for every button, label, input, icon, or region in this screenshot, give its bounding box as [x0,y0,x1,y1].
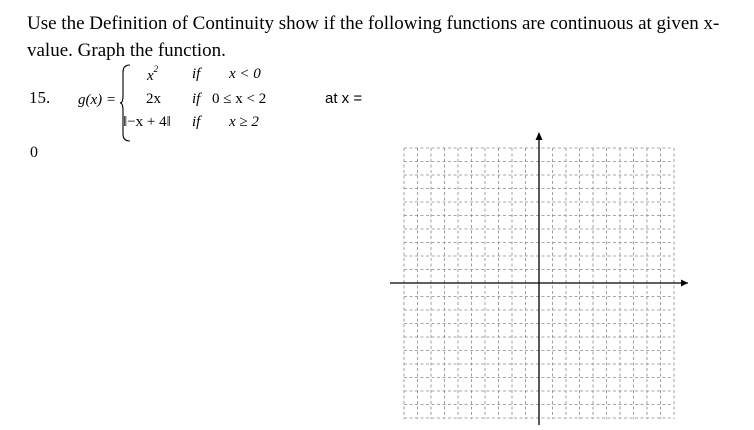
x-value: 0 [30,144,38,161]
instructions-text: Use the Definition of Continuity show if the following functions are continuous at given x-value. Graph the function. [27,13,720,61]
case-1-if: if [192,66,201,82]
case-3-if: if [192,114,201,130]
case-1-expression: $x^2$ [147,64,159,84]
function-name: g(x) = [78,92,117,108]
case-3-expression: ‖−x + 4‖ [123,114,171,130]
at-x-label: at x = [325,90,363,107]
case-2-expression: 2x [146,91,161,107]
case-3-condition: x ≥ 2 [229,114,259,130]
case-2-if: if [192,91,201,107]
x-axis-arrow [681,280,688,287]
case-1-condition: x < 0 [229,66,261,82]
y-axis-arrow [536,132,543,140]
case-2-condition: 0 ≤ x < 2 [212,91,267,107]
problem-number: 15. [29,88,51,107]
